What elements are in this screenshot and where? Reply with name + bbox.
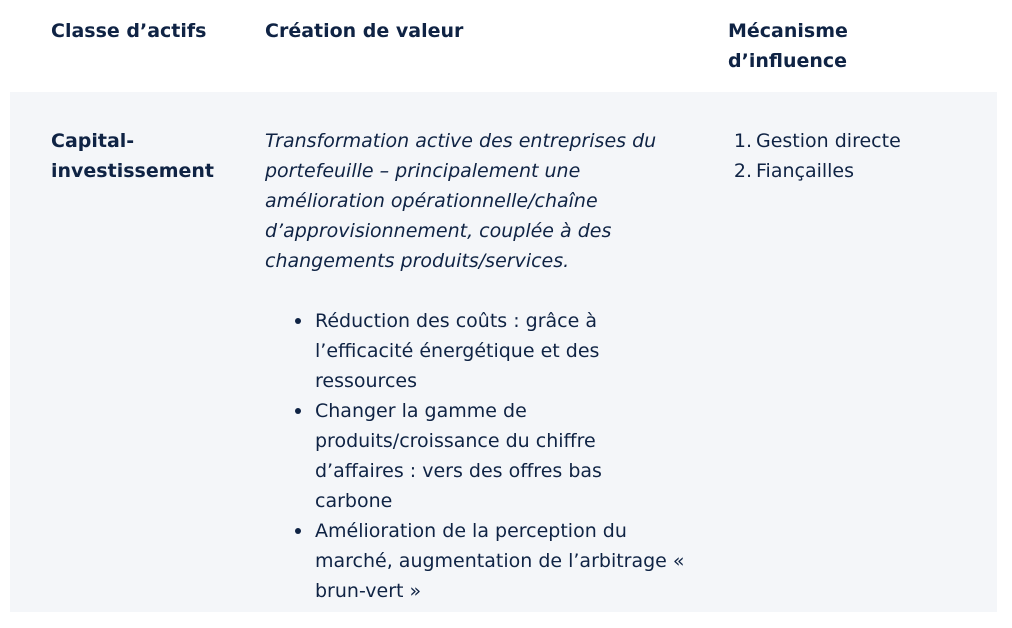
- list-item-label: Gestion directe: [756, 130, 901, 152]
- list-item: [728, 156, 968, 186]
- asset-class-table: [10, 0, 997, 612]
- list-item-number: 1.: [733, 130, 752, 152]
- list-item: Changer la gamme de produits/croissance du chiffre d’affaires : vers des offres bas carbone: [265, 396, 685, 516]
- list-item: Amélioration de la perception du marché, augmentation de l’arbitrage « brun-vert »: [265, 516, 685, 606]
- header-influence-mechanism: Mécanisme d’influence: [728, 20, 848, 72]
- asset-class-cell: Capital-investissement: [51, 130, 215, 182]
- value-creation-bullet-list: [265, 306, 705, 606]
- list-item: [728, 126, 968, 156]
- table-row: [10, 92, 997, 612]
- list-item-number: 2.: [733, 160, 752, 182]
- influence-mechanism-list: [728, 126, 968, 186]
- value-creation-intro: Transformation active des entreprises du portefeuille – principalement une amélioration opérationnelle/chaîne d’approvisionnement, couplée à des changements produits/services.: [265, 130, 657, 272]
- header-asset-class: Classe d’actifs: [51, 20, 207, 42]
- header-value-creation: Création de valeur: [265, 20, 464, 42]
- list-item: Réduction des coûts : grâce à l’efficacité énergétique et des ressources: [265, 306, 685, 396]
- table-header-row: [10, 0, 997, 92]
- list-item-label: Fiançailles: [756, 160, 855, 182]
